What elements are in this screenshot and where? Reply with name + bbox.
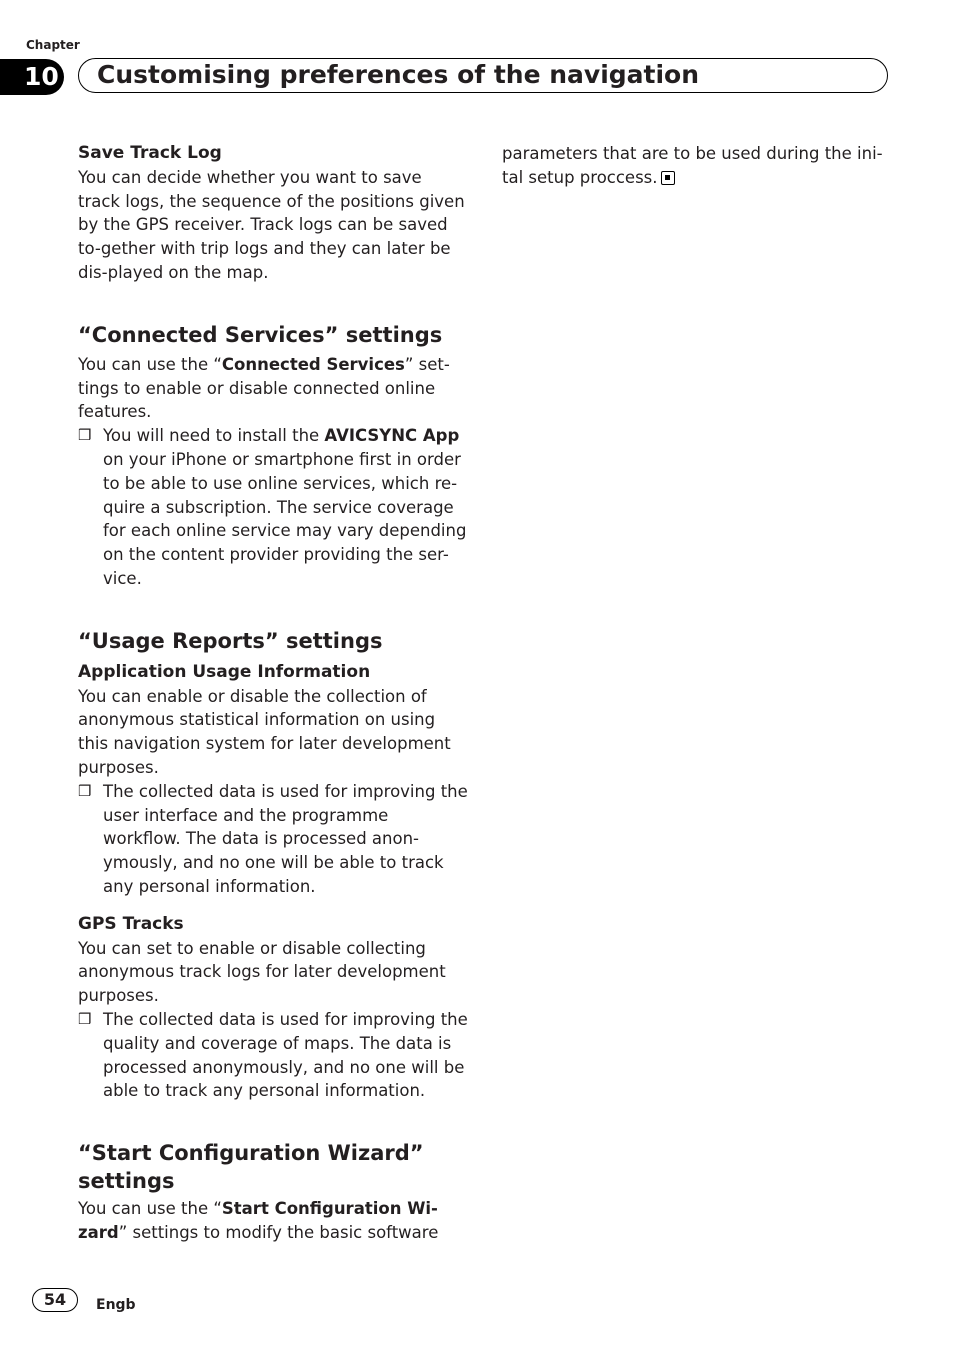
end-of-section-icon <box>661 171 675 185</box>
app-usage-note: ❒ The collected data is used for improving the user interface and the programme workflow. The data is processed anon-ymously, and no one will be able to track any personal information. <box>78 781 468 896</box>
left-column <box>78 142 468 1245</box>
chapter-number-badge: 10 <box>0 59 64 95</box>
note-box-icon: ❒ <box>78 1009 92 1028</box>
language-code: Engb <box>96 1297 136 1313</box>
app-usage-body: You can enable or disable the collection of anonymous statistical information on using this navigation system for later development purposes. <box>78 686 451 777</box>
start-wizard-continuation: parameters that are to be used during the ini-tal setup proccess. <box>502 144 883 187</box>
note-box-icon: ❒ <box>78 426 92 445</box>
usage-reports-heading: “Usage Reports” settings <box>78 628 383 653</box>
gps-tracks-heading: GPS Tracks <box>78 913 184 934</box>
connected-services-note: ❒ You will need to install the AVICSYNC App on your iPhone or smartphone first in order to be able to use online services, which re-quire a subscription. The service coverage for each online service may vary depending on the content provider providing the ser-vice. <box>78 426 467 588</box>
right-column <box>502 142 892 190</box>
save-track-log-body: You can decide whether you want to save track logs, the sequence of the positions given by the GPS receiver. Track logs can be saved to-gether with trip logs and they can later be dis-played on the map. <box>78 167 465 282</box>
start-wizard-heading: “Start Configuration Wizard” settings <box>78 1141 424 1194</box>
chapter-title: Customising preferences of the navigation <box>78 58 888 93</box>
start-wizard-intro: You can use the “Start Configuration Wi-zard” settings to modify the basic software <box>78 1199 439 1242</box>
gps-tracks-note: ❒ The collected data is used for improving the quality and coverage of maps. The data is processed anonymously, and no one will be able to track any personal information. <box>78 1009 468 1101</box>
gps-tracks-body: You can set to enable or disable collecting anonymous track logs for later development purposes. <box>78 938 446 1006</box>
connected-services-intro: You can use the “Connected Services” set-tings to enable or disable connected online features. <box>78 354 450 422</box>
app-usage-heading: Application Usage Information <box>78 661 371 682</box>
chapter-label: Chapter <box>26 38 80 52</box>
connected-services-heading: “Connected Services” settings <box>78 322 443 347</box>
page-number: 54 <box>32 1288 78 1312</box>
save-track-log-heading: Save Track Log <box>78 143 222 163</box>
note-box-icon: ❒ <box>78 781 92 800</box>
